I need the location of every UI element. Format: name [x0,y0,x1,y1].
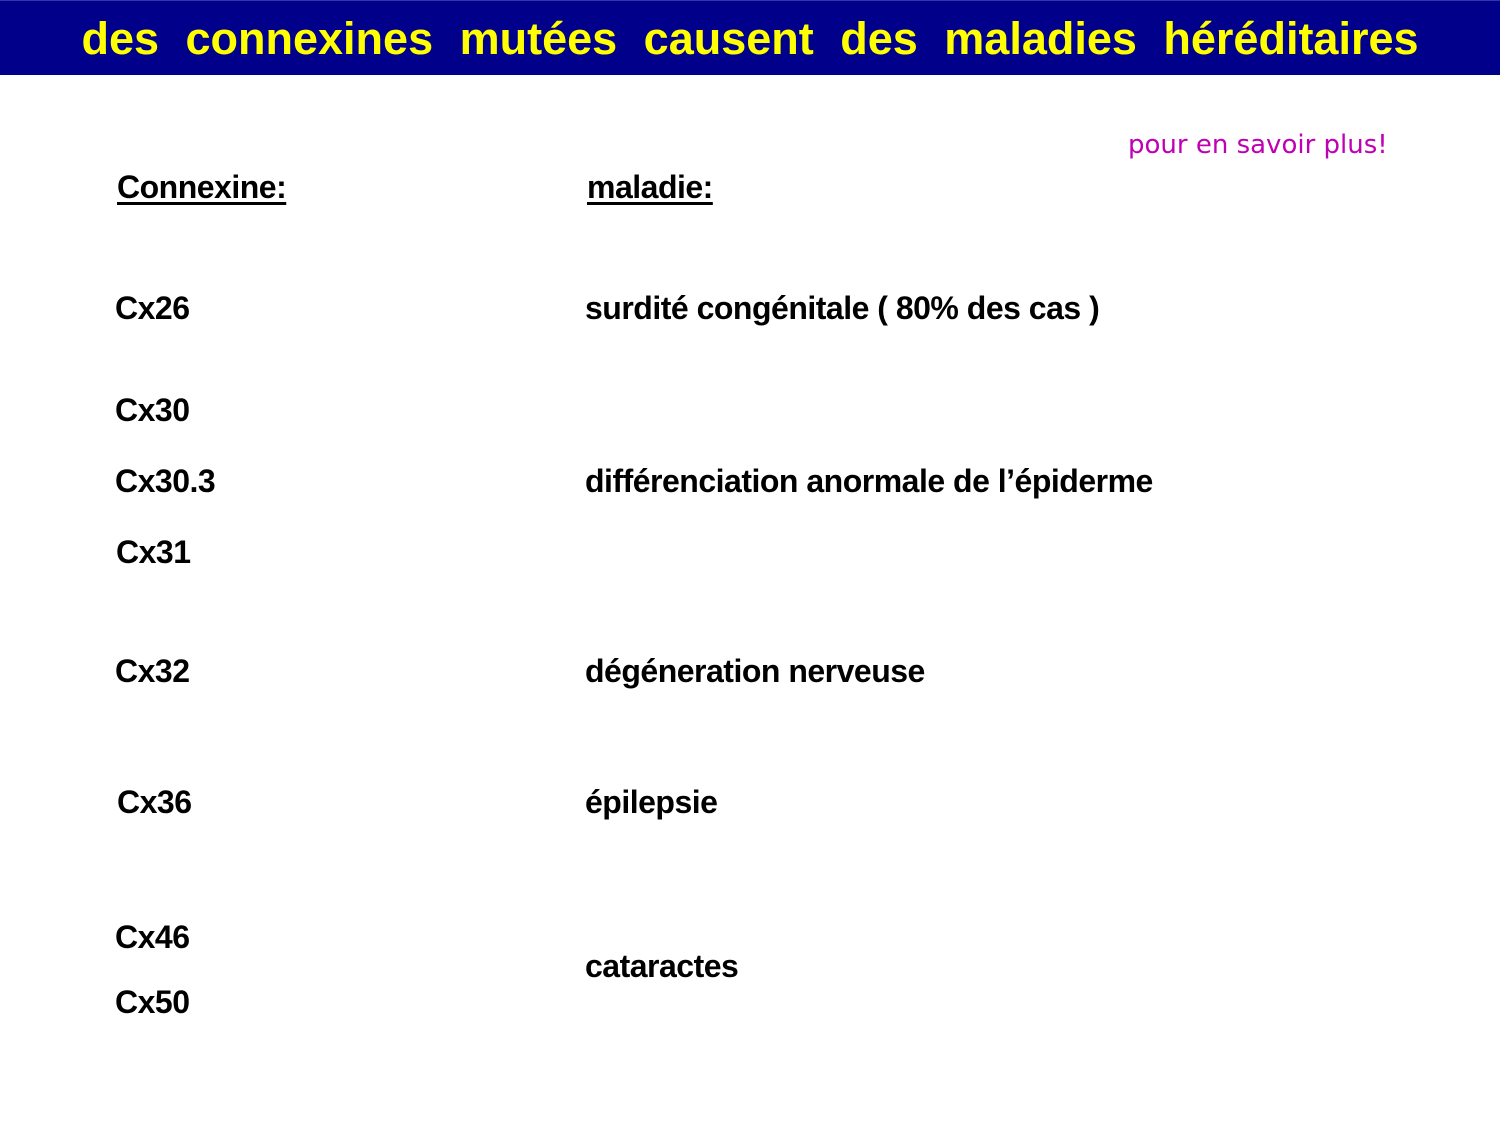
disease-column-header: maladie: [587,169,713,205]
connexin-item: Cx46 [115,919,190,955]
connexin-item: Cx30 [115,392,190,428]
connexin-column-header: Connexine: [117,169,287,205]
connexin-item: Cx31 [116,534,191,570]
connexin-item: Cx26 [115,290,190,326]
disease-item: épilepsie [585,784,718,820]
connexin-item: Cx30.3 [115,463,216,499]
connexin-item: Cx50 [115,984,190,1020]
disease-item: différenciation anormale de l’épiderme [585,463,1153,499]
connexin-item: Cx32 [115,653,190,689]
disease-item: dégéneration nerveuse [585,653,925,689]
slide-title: des connexines mutées causent des maladies héréditaires [81,13,1419,64]
connexin-item: Cx36 [117,784,192,820]
title-bar [0,0,1500,75]
disease-item: surdité congénitale ( 80% des cas ) [585,290,1100,326]
disease-item: cataractes [585,948,739,984]
more-info-link[interactable]: pour en savoir plus! [1128,130,1388,160]
